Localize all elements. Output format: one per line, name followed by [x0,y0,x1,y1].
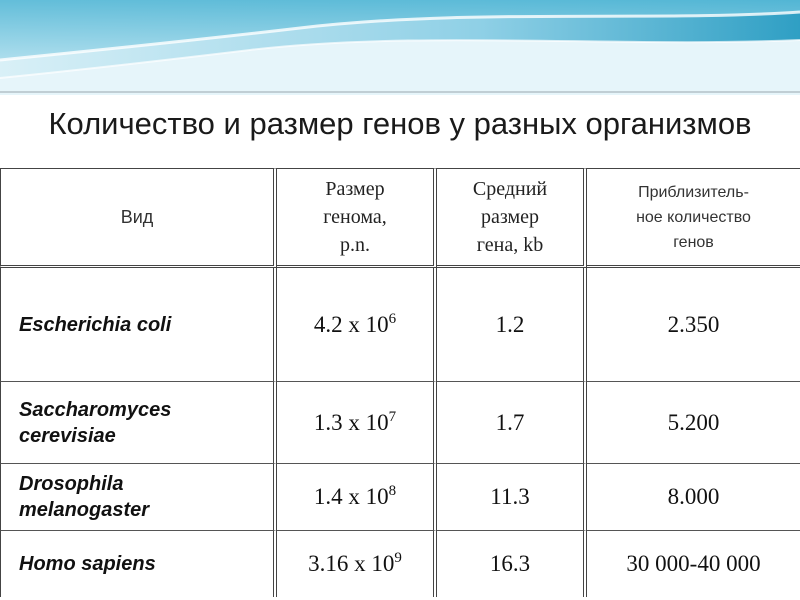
gene-size-cell: 16.3 [437,531,587,597]
header-gene-count: Приблизитель- ное количество генов [587,168,800,268]
gene-count-cell: 30 000-40 000 [626,551,761,576]
header-wave-decoration [0,0,800,95]
gene-count-cell: 5.200 [587,382,800,464]
gene-count-cell: 2.350 [587,268,800,382]
gene-size-cell: 1.7 [437,382,587,464]
gene-size-cell: 11.3 [437,464,587,531]
table-row [0,268,800,382]
gene-table-container [0,168,800,600]
table-row [0,531,800,597]
gene-table [0,168,800,597]
header-species: Вид [0,168,277,268]
genome-size-cell: 1.4 x $10^8$ [277,464,437,531]
page-title: Количество и размер генов у разных организмов [48,106,752,141]
table-row [0,464,800,531]
species-cell: Homo sapiens [0,531,277,597]
species-cell: Escherichia coli [0,268,277,382]
header-genome-size: Размер генома, p.n. [277,168,437,268]
genome-size-cell: 1.3 x $10^7$ [277,382,437,464]
species-cell: Drosophila melanogaster [0,464,277,531]
table-header-row [0,168,800,268]
species-cell: Saccharomyces cerevisiae [0,382,277,464]
table-row [0,382,800,464]
gene-size-cell: 1.2 [437,268,587,382]
genome-size-cell: 3.16 x $10^9$ [277,531,437,597]
header-gene-size: Средний размер гена, kb [437,168,587,268]
genome-size-cell: 4.2 x $10^6$ [277,268,437,382]
gene-count-cell: 8.000 [587,464,800,531]
